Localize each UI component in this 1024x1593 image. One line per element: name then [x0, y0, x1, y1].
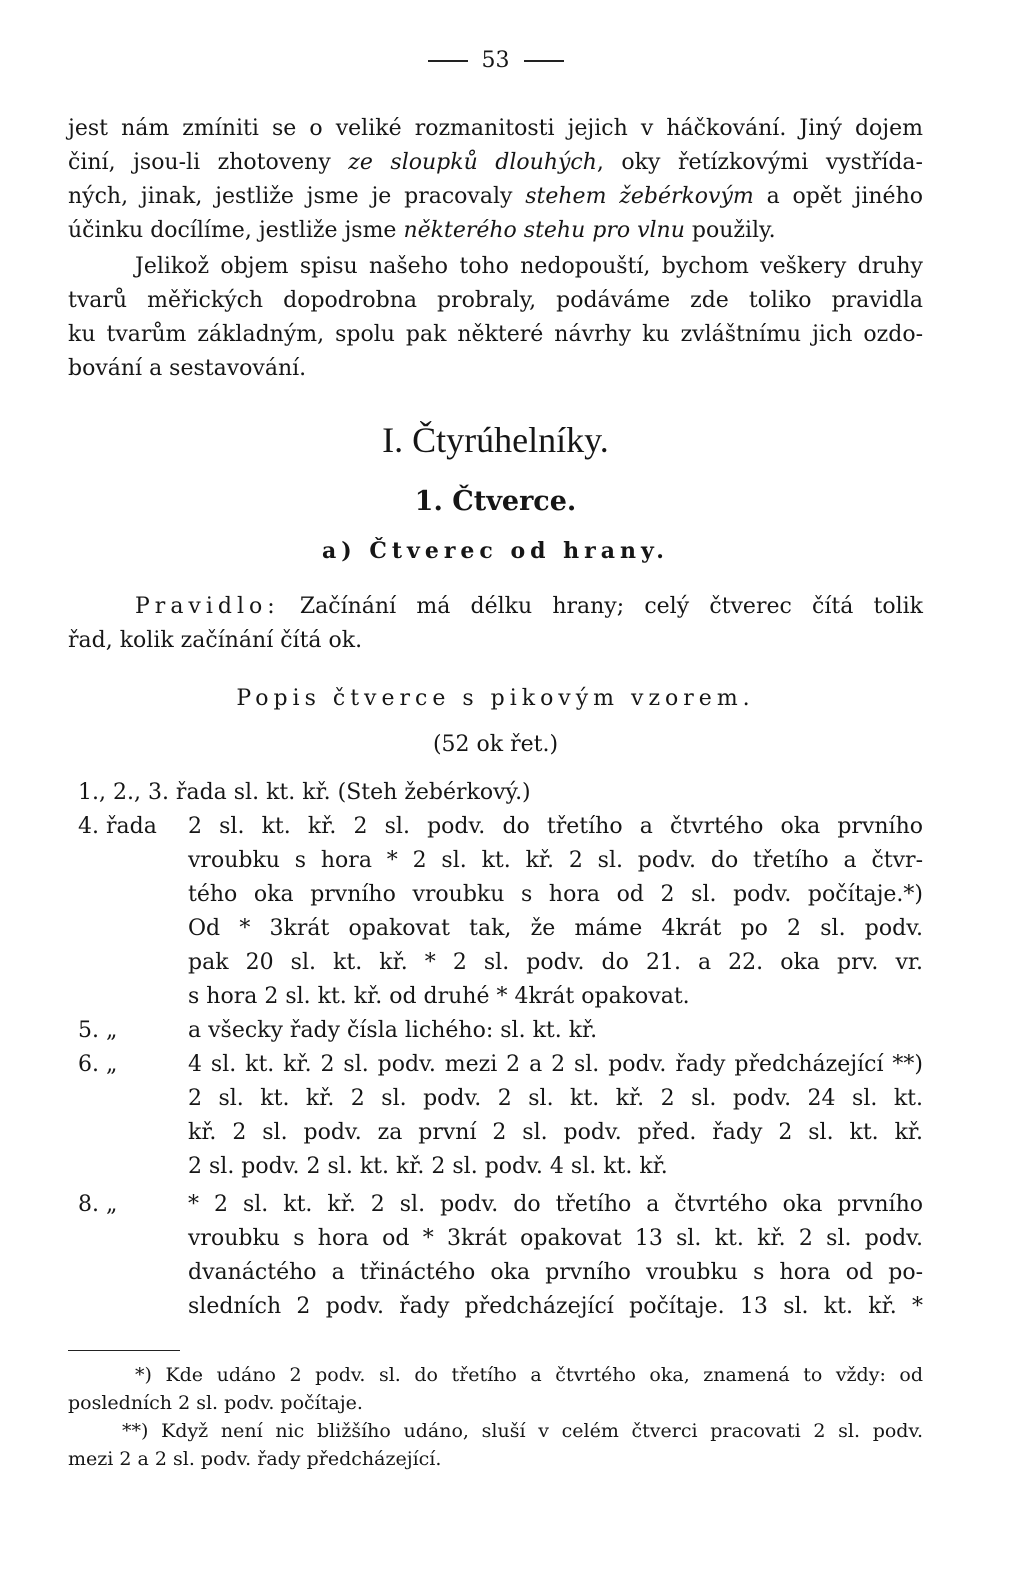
intro-line-3: ných, jinak, jestliže jsme je pracovaly stehem žebérkovým a opět jiného — [68, 184, 923, 209]
entry-4-line-3: tého oka prvního vroubku s hora od 2 sl. podv. počítaje.*) — [188, 882, 923, 907]
italic-phrase: stehem žebérkovým — [525, 184, 754, 209]
pattern-title: Popis čtverce s pikovým vzorem. — [236, 686, 755, 711]
para2-line-1: Jelikož objem spisu našeho toho nedopouští, bychom veškery druhy — [135, 254, 923, 279]
footnote-1-line-2: posledních 2 sl. podv. počítaje. — [68, 1392, 363, 1414]
entry-4-line-6: s hora 2 sl. kt. kř. od druhé * 4krát opakovat. — [188, 984, 690, 1009]
intro-line-4: účinku docílíme, jestliže jsme některého stehu pro vlnu použily. — [68, 218, 776, 243]
entry-8-line-4: sledních 2 podv. řady předcházející počítaje. 13 sl. kt. kř. * — [188, 1294, 923, 1319]
para2-line-3: ku tvarům základným, spolu pak některé návrhy ku zvláštnímu jich ozdo- — [68, 322, 923, 347]
entry-4-line-5: pak 20 sl. kt. kř. * 2 sl. podv. do 21. a 22. oka prv. vr. — [188, 950, 923, 975]
heading-main: I. Čtyrúhelníky. — [382, 420, 609, 460]
heading-a: a) Čtverec od hrany. — [322, 538, 669, 564]
rule-line-2: řad, kolik začínání čítá ok. — [68, 628, 363, 653]
italic-phrase: ze sloupků dlouhých — [348, 150, 597, 175]
footnote-2-line-2: mezi 2 a 2 sl. podv. řady předcházející. — [68, 1448, 442, 1470]
para2-line-4: bování a sestavování. — [68, 356, 307, 381]
entry-label-8: 8. „ — [78, 1192, 118, 1217]
rule-label: Pravidlo: — [135, 594, 280, 619]
intro-line-2: činí, jsou-li zhotoveny ze sloupků dlouhých, oky řetízkovými vystřída- — [68, 150, 923, 175]
page-number — [68, 50, 923, 72]
entry-4-line-2: vroubku s hora * 2 sl. kt. kř. 2 sl. podv. do třetího a čtvr- — [188, 848, 923, 873]
entry-6-line-1: 4 sl. kt. kř. 2 sl. podv. mezi 2 a 2 sl. podv. řady předcházející **) — [188, 1052, 923, 1077]
footnote-2-line-1: **) Když není nic bližšího udáno, sluší v celém čtverci pracovati 2 sl. podv. — [122, 1420, 923, 1442]
rule-line-1: Pravidlo: Začínání má délku hrany; celý čtverec čítá tolik — [135, 594, 923, 619]
para2-line-2: tvarů měřických dopodrobna probraly, podáváme zde toliko pravidla — [68, 288, 923, 313]
entry-8-line-3: dvanáctého a třináctého oka prvního vroubku s hora od po- — [188, 1260, 923, 1285]
entry-6-line-4: 2 sl. podv. 2 sl. kt. kř. 2 sl. podv. 4 sl. kt. kř. — [188, 1154, 668, 1179]
entry-label-4: 4. řada — [78, 814, 157, 839]
row-1-3: 1., 2., 3. řada sl. kt. kř. (Steh žebérkový.) — [78, 780, 531, 805]
italic-phrase: některého stehu pro vlnu — [403, 218, 685, 243]
page-number-rule-right — [524, 60, 564, 62]
intro-line-1: jest nám zmíniti se o veliké rozmanitosti jejich v háčkování. Jiný dojem — [68, 116, 923, 141]
entry-6-line-3: kř. 2 sl. podv. za první 2 sl. podv. před. řady 2 sl. kt. kř. — [188, 1120, 923, 1145]
entry-4-line-1: 2 sl. kt. kř. 2 sl. podv. do třetího a čtvrtého oka prvního — [188, 814, 923, 839]
entry-label-6: 6. „ — [78, 1052, 118, 1077]
entry-4-line-4: Od * 3krát opakovat tak, že máme 4krát po 2 sl. podv. — [188, 916, 923, 941]
pattern-count: (52 ok řet.) — [432, 732, 559, 757]
page-number-value: 53 — [481, 48, 510, 73]
entry-8-line-1: * 2 sl. kt. kř. 2 sl. podv. do třetího a čtvrtého oka prvního — [188, 1192, 923, 1217]
footnote-1-line-1: *) Kde udáno 2 podv. sl. do třetího a čtvrtého oka, znamená to vždy: od — [135, 1364, 923, 1386]
heading-sub: 1. Čtverce. — [414, 486, 577, 517]
footnote-divider — [68, 1350, 180, 1351]
entry-8-line-2: vroubku s hora od * 3krát opakovat 13 sl. kt. kř. 2 sl. podv. — [188, 1226, 923, 1251]
entry-label-5: 5. „ — [78, 1018, 118, 1043]
entry-6-line-2: 2 sl. kt. kř. 2 sl. podv. 2 sl. kt. kř. 2 sl. podv. 24 sl. kt. — [188, 1086, 923, 1111]
entry-5-line-1: a všecky řady čísla lichého: sl. kt. kř. — [188, 1018, 598, 1043]
page-number-rule-left — [428, 60, 468, 62]
